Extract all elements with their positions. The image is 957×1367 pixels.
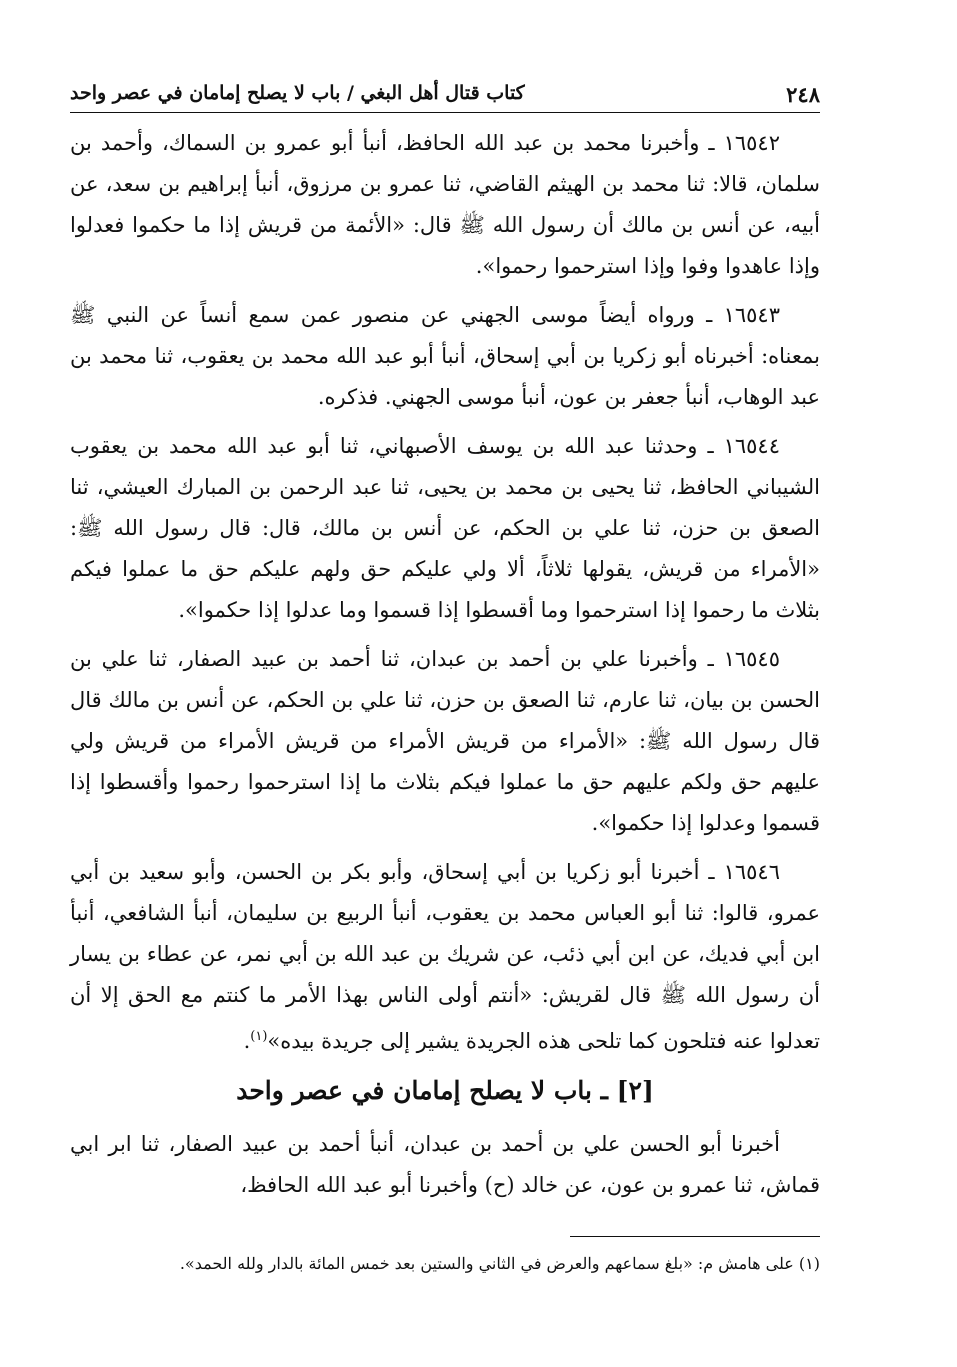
hadith-16542: ١٦٥٤٢ ـ وأخبرنا محمد بن عبد الله الحافظ، أنبأ أبو عمرو بن السماك، وأحمد بن سلمان، قالا: ثنا محمد بن الهيثم القاضي، ثنا عمرو بن مرزوق، أنبأ إبراهيم بن سعد، عن أبيه، عن أنس بن مالك أن رسول الله ﷺ قال: «الأئمة من قريش إذا ما حكموا فعدلوا وإذا عاهدوا وفوا وإذا استرحموا رحموا». <box>70 131 820 278</box>
page-number: ٢٤٨ <box>786 82 820 107</box>
chapter-heading: [٢] ـ باب لا يصلح إمامان في عصر واحد <box>236 1076 654 1105</box>
hadith-16543: ١٦٥٤٣ ـ ورواه أيضاً موسى الجهني عن منصور عمن سمع أنساً عن النبي ﷺ بمعناه: أخبرناه أبو زكريا بن أبي إسحاق، أنبأ أبو عبد الله محمد بن يعقوب، ثنا محمد بن عبد الوهاب، أنبأ جعفر بن عون، أنبأ موسى الجهني. فذكره. <box>70 303 820 409</box>
footnote: (١) على هامش م: «بلغ سماعهم والعرض في الثاني والستين بعد خمس المائة بالدار ولله الحمد». <box>179 1254 820 1273</box>
page-body <box>70 123 820 1206</box>
hadith-16546: ١٦٥٤٦ ـ أخبرنا أبو زكريا بن أبي إسحاق، وأبو بكر بن الحسن، وأبو سعيد بن أبي عمرو، قالوا: ثنا أبو العباس محمد بن يعقوب، أنبأ الربيع بن سليمان، أنبأ الشافعي، أنبأ ابن أبي فديك، عن ابن أبي ذئب، عن شريك بن عبد الله بن أبي نمر، عن عطاء بن يسار أن رسول الله ﷺ قال لقريش: «أنتم أولى الناس بهذا الأمر ما كنتم مع الحق إلا أن تعدلوا عنه فتلحون كما تلحى هذه الجريدة يشير إلى جريدة بيده»$^{(١)}$. <box>70 860 820 1053</box>
footnote-divider <box>570 1236 820 1237</box>
hadith-16546-text: ١٦٥٤٦ ـ أخبرنا أبو زكريا بن أبي إسحاق، وأبو بكر بن الحسن، وأبو سعيد بن أبي عمرو، قالوا: ثنا أبو العباس محمد بن يعقوب، أنبأ الربيع بن سليمان، أنبأ الشافعي، أنبأ ابن أبي فديك، عن ابن أبي ذئب، عن شريك بن عبد الله بن أبي نمر، عن عطاء بن يسار أن رسول الله ﷺ قال لقريش: «أنتم أولى الناس بهذا الأمر ما كنتم مع الحق إلا أن تعدلوا عنه فتلحون كما تلحى هذه الجريدة يشير إلى جريدة بيده» <box>70 860 820 1053</box>
running-title: كتاب قتال أهل البغي / باب لا يصلح إمامان في عصر واحد <box>70 82 525 104</box>
chapter-opening-paragraph: أخبرنا أبو الحسن علي بن أحمد بن عبدان، أنبأ أحمد بن عبيد الصفار، ثنا ابر ابي قماش، ثنا عمرو بن عون، عن خالد (ح) وأخبرنا أبو عبد الله الحافظ، <box>70 1132 820 1197</box>
page <box>70 78 820 1273</box>
hadith-16544: ١٦٥٤٤ ـ وحدثنا عبد الله بن يوسف الأصبهاني، ثنا أبو عبد الله محمد بن يعقوب الشيباني الحافظ، ثنا يحيى بن محمد بن يحيى، ثنا عبد الرحمن بن المبارك العيشي، ثنا الصعق بن حزن، ثنا علي بن الحكم، عن أنس بن مالك، قال: قال رسول الله ﷺ: «الأمراء من قريش، يقولها ثلاثاً، ألا ولي عليكم حق ولهم عليكم حق ما عملوا فيكم بثلاث ما رحموا إذا استرحموا وما أقسطوا إذا قسموا وما عدلوا إذا حكموا». <box>70 434 820 622</box>
hadith-16545: ١٦٥٤٥ ـ وأخبرنا علي بن أحمد بن عبدان، ثنا أحمد بن عبيد الصفار، ثنا علي بن الحسن بن بيان، ثنا عارم، ثنا الصعق بن حزن، ثنا علي بن الحكم، عن أنس بن مالك قال قال رسول الله ﷺ: «الأمراء من قريش الأمراء من قريش الأمراء من قريش ولي عليهم حق ولكم عليهم حق ما عملوا فيكم بثلاث ما إذا استرحموا رحموا وأقسطوا إذا قسموا وعدلوا إذا حكموا». <box>70 647 820 835</box>
footnote-marker: (١) <box>250 1029 268 1044</box>
page-header <box>70 78 820 113</box>
